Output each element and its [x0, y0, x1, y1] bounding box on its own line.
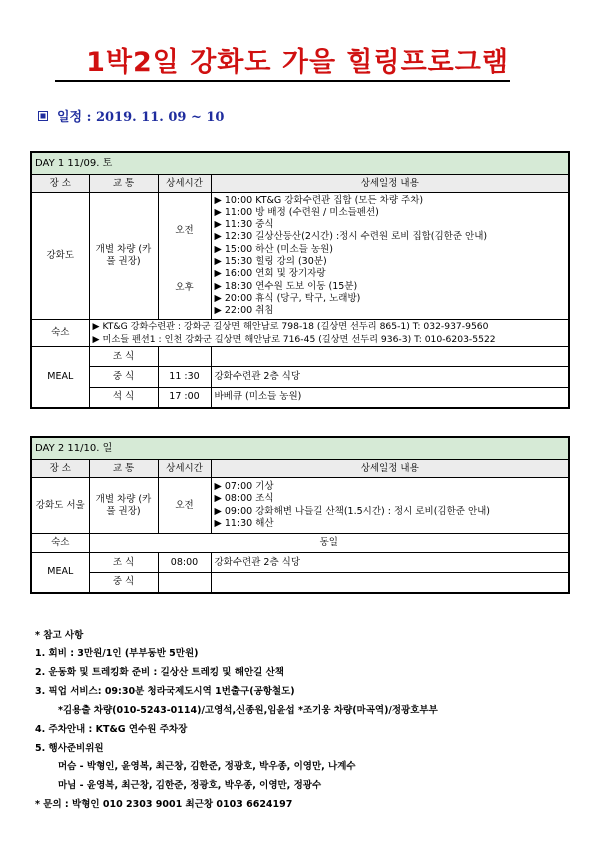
day2-meal-row: [31, 553, 569, 573]
meal-time: 08:00: [158, 553, 211, 573]
meal-place: 강화수련관 2층 식당: [211, 553, 569, 573]
schedule-item: ▶ 15:30 힐링 강의 (30분): [214, 256, 327, 267]
day1-morning: 오전: [175, 225, 194, 236]
day1-schedule-list: [211, 193, 569, 320]
day2-meal-label: MEAL: [31, 553, 89, 593]
schedule-period: [38, 106, 224, 125]
schedule-item: ▶ 18:30 연수원 도보 이동 (15분): [214, 280, 358, 292]
schedule-item: ▶ 22:00 취침: [214, 305, 274, 317]
day1-column-headers: [31, 175, 569, 193]
day2-header-row: [31, 437, 569, 460]
header-transport: 교 통: [89, 175, 158, 193]
meal-time: [158, 347, 211, 367]
header-place: 장 소: [31, 175, 89, 193]
schedule-item: ▶ 11:30 중식: [214, 219, 274, 231]
day2-label: DAY 2 11/10. 일: [31, 437, 569, 460]
header-place: 장 소: [31, 460, 89, 478]
note-contact: * 문의 : 박형인 010 2303 9001 최근창 0103 6624197: [35, 799, 293, 810]
day2-place: 강화도 서울: [31, 478, 89, 534]
day1-header-row: [31, 152, 569, 175]
schedule-item: ▶ 20:00 휴식 (당구, 탁구, 노래방): [214, 292, 361, 304]
schedule-item: ▶ 07:00 기상: [214, 480, 274, 492]
day1-label: DAY 1 11/09. 토: [31, 152, 569, 175]
meal-name: 석 식: [89, 388, 158, 408]
meal-name: 조 식: [89, 553, 158, 573]
note-parking: 4. 주차안내 : KT&G 연수원 주차장: [35, 724, 188, 735]
note-committee-men: 머슴 - 박형인, 윤영복, 최근창, 김한준, 정광호, 박우종, 이영만, 나계수: [58, 761, 356, 772]
schedule-item: ▶ 11:00 방 배정 (수련원 / 미소들펜션): [214, 206, 379, 218]
day2-lodging-row: [31, 534, 569, 553]
day1-transport: 개별 차량 (카풀 권장): [89, 193, 158, 320]
day1-meal-row: [31, 388, 569, 408]
day1-meal-row: [31, 367, 569, 388]
day1-place: 강화도: [31, 193, 89, 320]
day1-afternoon: 오후: [175, 282, 194, 293]
note-pickup-vehicles: *김용출 차량(010-5243-0114)/고영석,신종원,임윤섭 *조기웅 차량(마곡역)/정광호부부: [58, 705, 438, 716]
day1-meal-label: MEAL: [31, 347, 89, 408]
schedule-item: ▶ 10:00 KT&G 강화수련관 집합 (모든 차량 주차): [214, 194, 424, 206]
meal-name: 중 식: [89, 367, 158, 388]
note-shoes: 2. 운동화 및 트레킹화 준비 : 길상산 트레킹 및 해안길 산책: [35, 667, 284, 678]
note-committee-women: 마님 - 윤영복, 최근창, 김한준, 정광호, 박우종, 이영만, 정광수: [58, 780, 322, 791]
day2-column-headers: [31, 460, 569, 478]
day2-transport: 개별 차량 (카풀 권장): [89, 478, 158, 534]
meal-place: [211, 573, 569, 593]
meal-place: 바베큐 (미소들 농원): [211, 388, 569, 408]
meal-name: 조 식: [89, 347, 158, 367]
meal-name: 중 식: [89, 573, 158, 593]
day1-schedule-row: [31, 193, 569, 320]
header-time: 상세시간: [158, 460, 211, 478]
day2-lodging-label: 숙소: [31, 534, 89, 553]
schedule-item: ▶ 08:00 조식: [214, 493, 274, 505]
day1-lodging-list: [89, 320, 569, 347]
period-text: 일정 : 2019. 11. 09 ~ 10: [57, 110, 225, 125]
note-committee: 5. 행사준비위원: [35, 743, 104, 754]
note-pickup: 3. 픽업 서비스: 09:30분 청라국제도시역 1번출구(공항철도): [35, 686, 295, 697]
day2-morning: 오전: [158, 478, 211, 534]
day1-table: [30, 151, 570, 409]
meal-time: 17 :00: [158, 388, 211, 408]
day1-lodging-label: 숙소: [31, 320, 89, 347]
day2-schedule-row: [31, 478, 569, 534]
day2-schedule-list: [211, 478, 569, 534]
schedule-item: ▶ 16:00 연회 및 장기자랑: [214, 268, 326, 280]
meal-time: [158, 573, 211, 593]
lodging-item: ▶ 미소들 펜션1 : 인천 강화군 길상면 해안남로 716-45 (길상면 선두리 936-3) T: 010-6203-5522: [92, 334, 496, 345]
schedule-item: ▶ 12:30 길상산등산(2시간) :정시 수련원 로비 집합(김한준 안내): [214, 231, 488, 243]
day1-meal-row: [31, 347, 569, 367]
note-fee: 1. 회비 : 3만원/1인 (부부동반 5만원): [35, 648, 199, 659]
header-time: 상세시간: [158, 175, 211, 193]
notes-heading: * 참고 사항: [35, 630, 84, 641]
meal-time: 11 :30: [158, 367, 211, 388]
schedule-item: ▶ 11:30 해산: [214, 517, 274, 529]
day2-table: [30, 436, 570, 594]
lodging-item: ▶ KT&G 강화수련관 : 강화군 길상면 해안남로 798-18 (길상면 선두리 865-1) T: 032-937-9560: [92, 321, 489, 332]
header-detail: 상세일정 내용: [211, 460, 569, 478]
header-transport: 교 통: [89, 460, 158, 478]
day1-lodging-row: [31, 320, 569, 347]
day2-meal-row: [31, 573, 569, 593]
square-bullet-icon: [38, 111, 48, 121]
schedule-item: ▶ 15:00 하산 (미소들 농원): [214, 243, 333, 255]
schedule-item: ▶ 09:00 강화해변 나들길 산책(1.5시간) : 정시 로비(김한준 안내): [214, 505, 491, 517]
meal-place: 강화수련관 2층 식당: [211, 367, 569, 388]
day2-lodging-value: 동일: [89, 534, 569, 553]
header-detail: 상세일정 내용: [211, 175, 569, 193]
page-title: 1박2일 강화도 가을 힐링프로그램: [86, 47, 509, 78]
meal-place: [211, 347, 569, 367]
day1-time-cell: [158, 193, 211, 320]
title-underline: [55, 80, 510, 82]
